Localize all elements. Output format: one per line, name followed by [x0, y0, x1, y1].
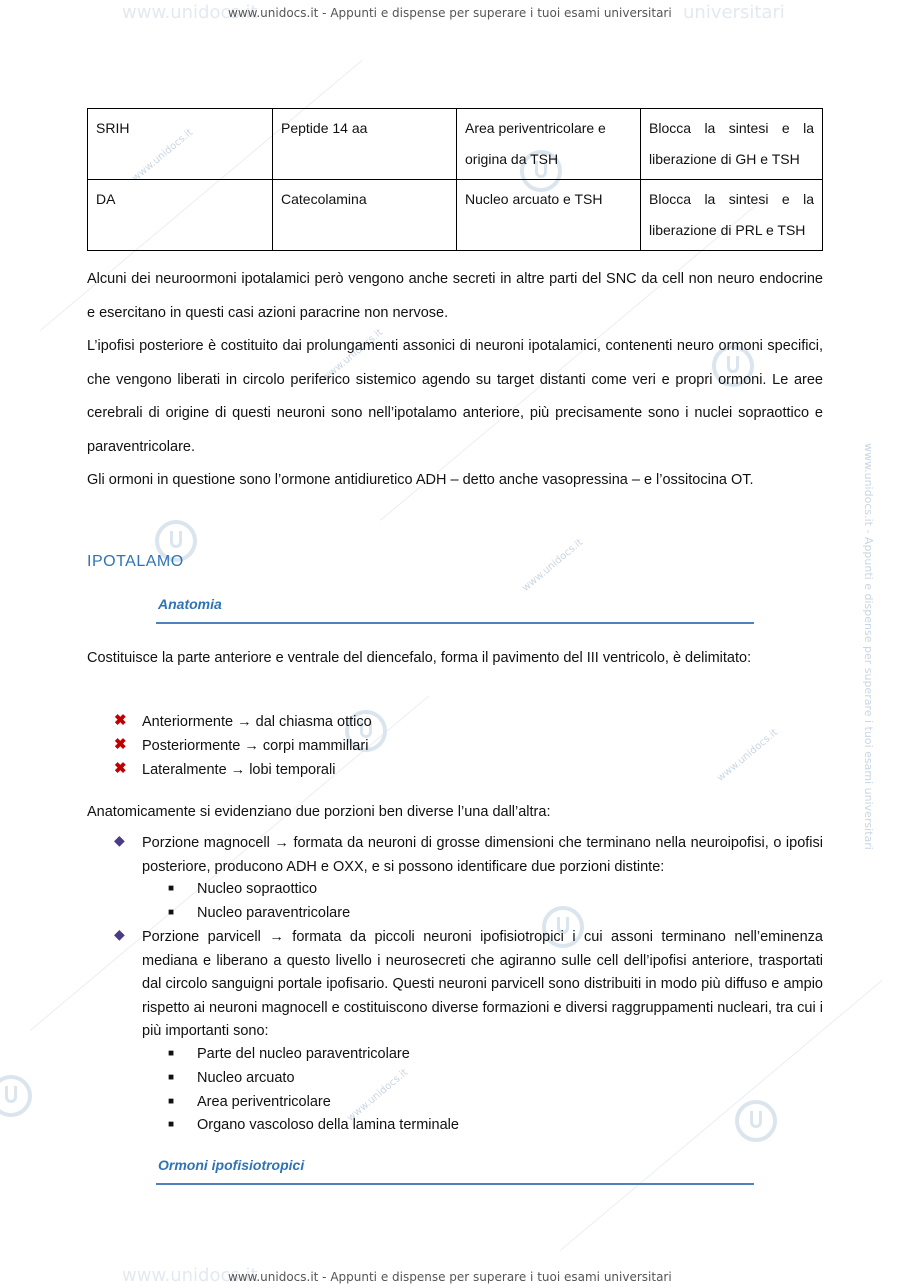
- subsection-title: Anatomia: [158, 596, 222, 612]
- table-row: [88, 109, 823, 180]
- x-mark-icon: ✖: [114, 736, 127, 753]
- watermark-header: www.unidocs.it - Appunti e dispense per superare i tuoi esami universitari: [228, 6, 672, 20]
- list-item: Posteriormente → corpi mammillari: [142, 738, 369, 754]
- list-item-parvicell: Porzione parvicell → formata da piccoli neuroni ipofisiotropici i cui assoni terminano nell’eminenza mediana e liberano a questo livello i neurosecreti che agiranno sulle cell dell’ipofisi anteriore, trasportati dal circolo sanguigni portale ipofisario. Questi neuroni parvicell sono distribuiti in modo più diffuso e ampio rispetto ai neuroni magnocell e costituiscono diverse formazioni e diversi raggruppamenti nucleari, tra cui i più importanti sono:: [142, 929, 823, 1039]
- watermark-logo-icon: [735, 1100, 777, 1142]
- subsection-title: Ormoni ipofisiotropici: [158, 1157, 305, 1173]
- watermark-header-big-right: universitari: [683, 2, 785, 23]
- square-bullet-icon: ■: [168, 883, 175, 894]
- table-cell: DA: [88, 180, 273, 251]
- table-cell: Nucleo arcuato e TSH: [457, 180, 641, 251]
- watermark-right: www.unidocs.it - Appunti e dispense per superare i tuoi esami universitari: [861, 443, 875, 850]
- anatomy-intro: Costituisce la parte anteriore e ventrale del diencefalo, forma il pavimento del III ventricolo, è delimitato:: [87, 650, 752, 666]
- hormone-table: [87, 108, 823, 251]
- x-mark-icon: ✖: [114, 760, 127, 777]
- paragraph: L’ipofisi posteriore è costituito dai prolungamenti assonici di neuroni ipotalamici, contenenti neuro ormoni specifici, che vengono liberati in circolo periferico sistemico agendo su target distanti come veri e propri ormoni. Le aree cerebrali di origine di questi neuroni sono nell’ipotalamo anteriore, più precisamente sono i nuclei sopraottico e paraventricolare.: [87, 338, 823, 455]
- square-bullet-icon: ■: [168, 1096, 175, 1107]
- table-row: [88, 180, 823, 251]
- table-cell: Area periventricolare e origina da TSH: [457, 109, 641, 180]
- sub-list-item: Parte del nucleo paraventricolare: [197, 1046, 410, 1062]
- table-cell: Blocca la sintesi e la liberazione di PRL e TSH: [641, 180, 823, 251]
- subsection-rule: [156, 1183, 754, 1185]
- subsection-rule: [156, 622, 754, 624]
- paragraph: Gli ormoni in questione sono l’ormone antidiuretico ADH – detto anche vasopressina – e l’ossitocina OT.: [87, 472, 754, 488]
- watermark-logo-icon: [0, 1075, 32, 1117]
- paragraph: Alcuni dei neuroormoni ipotalamici però vengono anche secreti in altre parti del SNC da cell non neuro endocrine e esercitano in questi casi azioni paracrine non nervose.: [87, 271, 823, 321]
- watermark-small: www.unidocs.it: [320, 327, 386, 384]
- watermark-small: www.unidocs.it: [520, 537, 586, 594]
- list-item: Anteriormente → dal chiasma ottico: [142, 714, 372, 730]
- square-bullet-icon: ■: [168, 1119, 175, 1130]
- section-title: IPOTALAMO: [87, 553, 184, 570]
- list-item-magnocell: Porzione magnocell → formata da neuroni di grosse dimensioni che terminano nella neuroipofisi, o ipofisi posteriore, producono ADH e OXX, e si possono identificare due porzioni distinte:: [142, 835, 823, 875]
- diamond-icon: ◆: [114, 926, 125, 942]
- table-cell: Peptide 14 aa: [273, 109, 457, 180]
- square-bullet-icon: ■: [168, 1072, 175, 1083]
- watermark-header-big: www.unidocs.it: [122, 2, 258, 23]
- square-bullet-icon: ■: [168, 907, 175, 918]
- square-bullet-icon: ■: [168, 1048, 175, 1059]
- diamond-icon: ◆: [114, 832, 125, 848]
- list-item: Lateralmente → lobi temporali: [142, 762, 336, 778]
- watermark-footer-big: www.unidocs.it: [122, 1265, 258, 1286]
- watermark-small: www.unidocs.it: [715, 727, 781, 784]
- sub-list-item: Nucleo arcuato: [197, 1070, 295, 1086]
- table-cell: SRIH: [88, 109, 273, 180]
- watermark-footer: www.unidocs.it - Appunti e dispense per superare i tuoi esami universitari: [228, 1270, 672, 1284]
- x-mark-icon: ✖: [114, 712, 127, 729]
- sub-list-item: Area periventricolare: [197, 1094, 331, 1110]
- sub-list-item: Nucleo paraventricolare: [197, 905, 351, 921]
- watermark-small: www.unidocs.it: [345, 1067, 411, 1124]
- watermark-small: www.unidocs.it: [130, 127, 196, 184]
- portions-intro: Anatomicamente si evidenziano due porzioni ben diverse l’una dall’altra:: [87, 804, 551, 820]
- sub-list-item: Organo vascoloso della lamina terminale: [197, 1117, 459, 1133]
- sub-list-item: Nucleo sopraottico: [197, 881, 318, 897]
- table-cell: Catecolamina: [273, 180, 457, 251]
- table-cell: Blocca la sintesi e la liberazione di GH e TSH: [641, 109, 823, 180]
